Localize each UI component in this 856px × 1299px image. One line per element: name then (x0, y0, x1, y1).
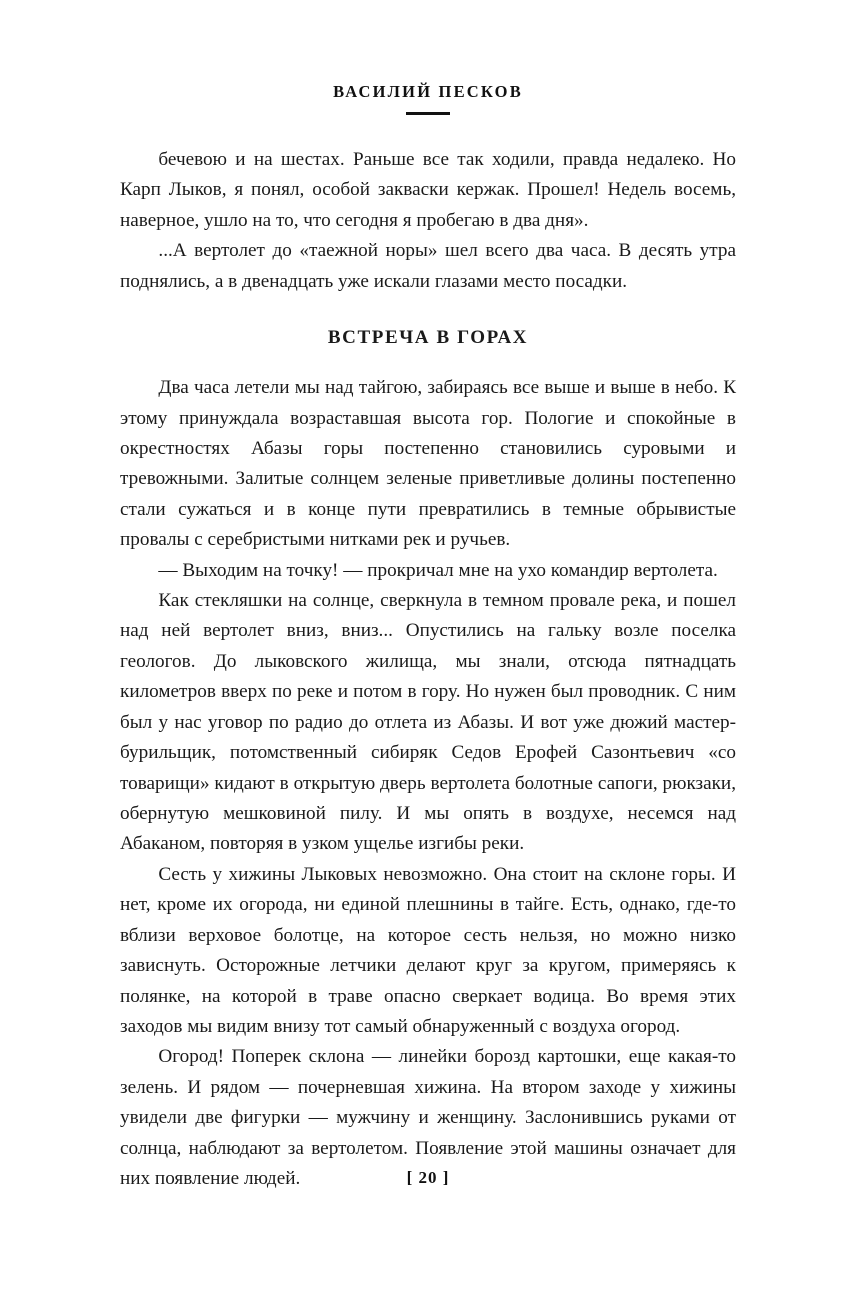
paragraph: Как стекляшки на солнце, сверкнула в темном провале река, и пошел над ней вертолет вниз, вниз... Опустились на гальку возле поселка геологов. До лыковского жилища, мы знали, отсюда пятнадцать километров вверх по реке и потом в гору. Но нужен был проводник. С ним был у нас уговор по радио до отлета из Абазы. И вот уже дюжий мастер-бурильщик, потомственный сибиряк Седов Ерофей Сазонтьевич «со товарищи» кидают в открытую дверь вертолета болотные сапоги, рюкзаки, обернутую мешковиной пилу. И мы опять в воздухе, несемся над Абаканом, повторяя в узком ущелье изгибы реки. (120, 590, 736, 855)
section-title: ВСТРЕЧА В ГОРАХ (327, 327, 529, 349)
body-text-bottom (120, 373, 736, 1194)
paragraph: бечевою и на шестах. Раньше все так ходили, правда недалеко. Но Карп Лыков, я понял, особой закваски кержак. Прошел! Недель восемь, наверное, ушло на то, что сегодня я пробегаю в два дня». (120, 149, 736, 231)
header-rule (406, 112, 450, 115)
paragraph: Сесть у хижины Лыковых невозможно. Она стоит на склоне горы. И нет, кроме их огорода, ни единой плешнины в тайге. Есть, однако, где-то вблизи верховое болотце, на которое сесть нельзя, но можно низко зависнуть. Осторожные летчики делают круг за кругом, примеряясь к полянке, на которой в траве опасно сверкает водица. Во время этих заходов мы видим внизу тот самый обнаруженный с воздуха огород. (120, 863, 736, 1037)
page-content (120, 0, 736, 1195)
paragraph: Два часа летели мы над тайгою, забираясь все выше и выше в небо. К этому принуждала возраставшая высота гор. Пологие и спокойные в окрестностях Абазы горы постепенно становились суровыми и тревожными. Залитые солнцем зеленые приветливые долины постепенно стали сужаться и в конце пути превратились в темные обрывистые провалы с серебристыми нитками рек и ручьев. (120, 377, 736, 551)
body-text-top (120, 145, 736, 297)
page-number: [ 20 ] (406, 1168, 450, 1187)
paragraph: Огород! Поперек склона — линейки борозд картошки, еще какая-то зелень. И рядом — почерневшая хижина. На втором заходе у хижины увидели две фигурки — мужчину и женщину. Заслонившись руками от солнца, наблюдают за вертолетом. Появление этой машины означает для них появление людей. (120, 1046, 736, 1190)
running-head: ВАСИЛИЙ ПЕСКОВ (333, 82, 523, 101)
paragraph: — Выходим на точку! — прокричал мне на ухо командир вертолета. (158, 559, 718, 581)
paragraph: ...А вертолет до «таежной норы» шел всего два часа. В десять утра поднялись, а в двенадцать уже искали глазами место посадки. (120, 240, 736, 292)
